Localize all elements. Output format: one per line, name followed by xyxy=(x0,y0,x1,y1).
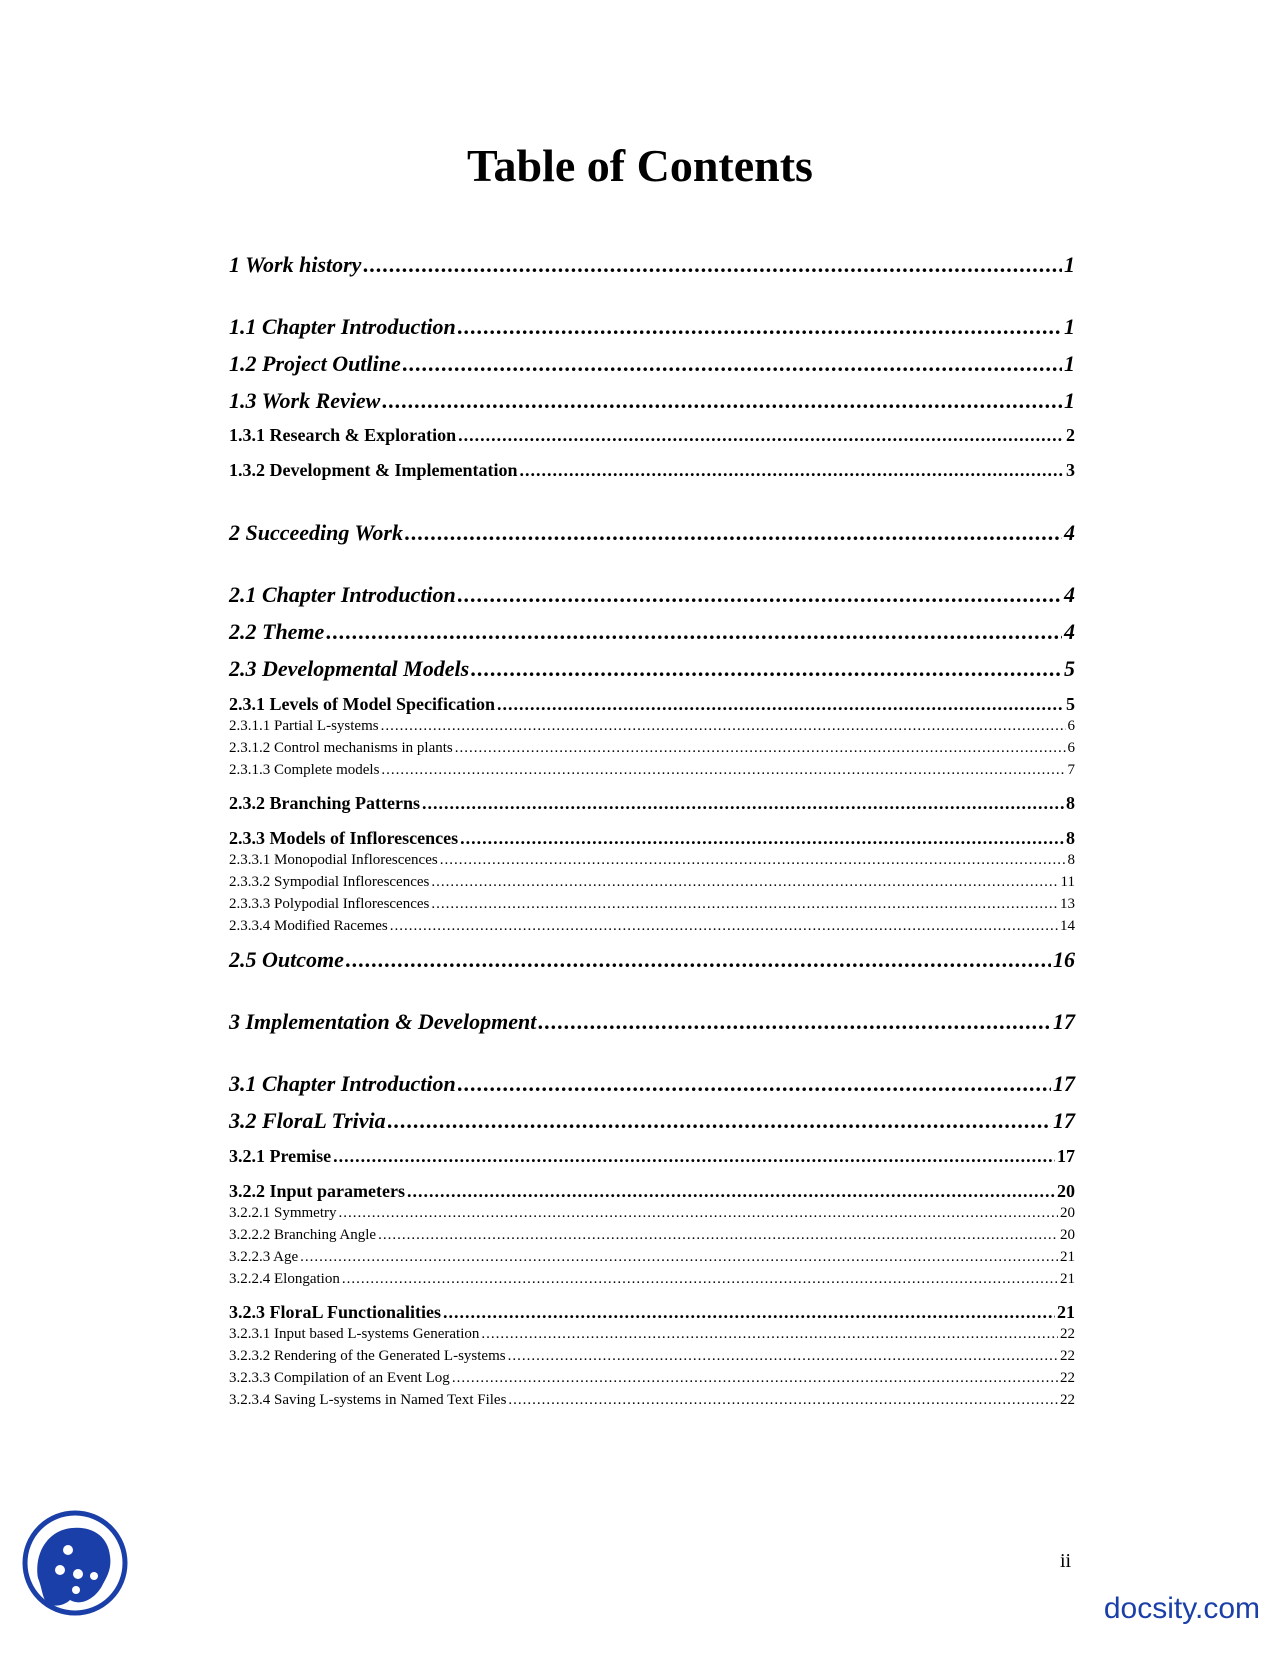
toc-entry-label: 3.2.3.3 Compilation of an Event Log xyxy=(229,1370,450,1386)
toc-entry[interactable] xyxy=(229,520,1075,546)
toc-entry-page: 7 xyxy=(1067,762,1075,778)
toc-entry[interactable] xyxy=(229,1181,1075,1202)
toc-entry[interactable] xyxy=(229,1370,1075,1387)
toc-entry-page: 2 xyxy=(1066,425,1075,445)
toc-entry[interactable] xyxy=(229,1326,1075,1343)
toc-entry[interactable] xyxy=(229,1302,1075,1323)
toc-entry-label: 3.2.3.1 Input based L-systems Generation xyxy=(229,1326,480,1342)
toc-entry-label: 3.2.2.1 Symmetry xyxy=(229,1205,337,1221)
toc-entry[interactable] xyxy=(229,388,1075,414)
toc-entry-page: 13 xyxy=(1060,896,1075,912)
toc-entry[interactable] xyxy=(229,874,1075,891)
toc-entry-label: 2.3.1.3 Complete models xyxy=(229,762,380,778)
toc-entry-label: 2.1 Chapter Introduction xyxy=(229,582,456,607)
toc-entry[interactable] xyxy=(229,252,1075,278)
toc-entry[interactable] xyxy=(229,762,1075,779)
toc-entry-page: 14 xyxy=(1060,918,1075,934)
toc-entry-page: 22 xyxy=(1060,1326,1075,1342)
toc-entry-page: 21 xyxy=(1060,1249,1075,1265)
toc-entry[interactable] xyxy=(229,582,1075,608)
toc-entry-page: 4 xyxy=(1064,582,1075,607)
page-title: Table of Contents xyxy=(467,140,813,191)
toc-entry[interactable] xyxy=(229,947,1075,973)
toc-entry-label: 3.2.3.2 Rendering of the Generated L-systems xyxy=(229,1348,506,1364)
toc-entry-page: 1 xyxy=(1064,388,1075,413)
toc-entry-page: 3 xyxy=(1066,460,1075,480)
toc-entry[interactable] xyxy=(229,1249,1075,1266)
docsity-watermark[interactable]: docsity.com xyxy=(1103,1592,1260,1625)
toc-entry-page: 8 xyxy=(1066,793,1075,813)
toc-entry-page: 21 xyxy=(1057,1302,1075,1322)
toc-entry-page: 22 xyxy=(1060,1392,1075,1408)
toc-entry-page: 8 xyxy=(1066,828,1075,848)
toc-entry-page: 20 xyxy=(1060,1227,1075,1243)
toc-entry[interactable] xyxy=(229,351,1075,377)
toc-entry-page: 17 xyxy=(1053,1009,1075,1034)
toc-entry-label: 1.3.2 Development & Implementation xyxy=(229,460,518,480)
toc-entry-page: 20 xyxy=(1060,1205,1075,1221)
toc-entry-label: 2.5 Outcome xyxy=(229,947,344,972)
toc-entry-label: 2.3.3.4 Modified Racemes xyxy=(229,918,388,934)
toc-entry-page: 4 xyxy=(1064,520,1075,545)
toc-entry[interactable] xyxy=(229,828,1075,849)
toc-entry-label: 3.2.1 Premise xyxy=(229,1146,332,1166)
page-number: ii xyxy=(1060,1550,1072,1572)
toc-entry-label: 2.3 Developmental Models xyxy=(229,656,470,681)
toc-entry[interactable] xyxy=(229,425,1075,446)
toc-entry[interactable] xyxy=(229,1227,1075,1244)
toc-entry-label: 2.3.3.1 Monopodial Inflorescences xyxy=(229,852,438,868)
toc-entry-page: 16 xyxy=(1053,947,1075,972)
toc-entry-page: 5 xyxy=(1064,656,1075,681)
toc-entry-page: 1 xyxy=(1064,314,1075,339)
toc-entry[interactable] xyxy=(229,460,1075,481)
toc-entry[interactable] xyxy=(229,852,1075,869)
toc-entry-label: 1 Work history xyxy=(229,252,362,277)
toc-entry[interactable] xyxy=(229,1392,1075,1409)
toc-entry[interactable] xyxy=(229,314,1075,340)
toc-entry-label: 2.2 Theme xyxy=(229,619,325,644)
toc-entry-label: 1.3.1 Research & Exploration xyxy=(229,425,457,445)
toc-entry[interactable] xyxy=(229,718,1075,735)
toc-entry[interactable] xyxy=(229,656,1075,682)
toc-entry[interactable] xyxy=(229,918,1075,935)
toc-entry-page: 17 xyxy=(1053,1108,1075,1133)
docsity-logo-icon[interactable] xyxy=(20,1508,130,1618)
toc-entry[interactable] xyxy=(229,793,1075,814)
toc-entry-page: 11 xyxy=(1060,874,1075,890)
toc-entry-label: 2.3.1.2 Control mechanisms in plants xyxy=(229,740,453,756)
toc-entry-label: 1.3 Work Review xyxy=(229,388,381,413)
toc-entry[interactable] xyxy=(229,1205,1075,1222)
toc-entry-label: 2.3.1.1 Partial L-systems xyxy=(229,718,379,734)
toc-entry-page: 5 xyxy=(1066,694,1075,714)
toc-entry-label: 1.2 Project Outline xyxy=(229,351,401,376)
toc-entry-label: 2.3.2 Branching Patterns xyxy=(229,793,420,813)
toc-entry-page: 22 xyxy=(1060,1348,1075,1364)
toc-entry-label: 3.2.2.3 Age xyxy=(229,1249,299,1265)
toc-entry[interactable] xyxy=(229,619,1075,645)
toc-entry-page: 22 xyxy=(1060,1370,1075,1386)
toc-entry-label: 2 Succeeding Work xyxy=(229,520,403,545)
toc-entry-label: 2.3.3 Models of Inflorescences xyxy=(229,828,459,848)
toc-entry-page: 1 xyxy=(1064,351,1075,376)
toc-entry-page: 21 xyxy=(1060,1271,1075,1287)
toc-entry-label: 3.2.3 FloraL Functionalities xyxy=(229,1302,442,1322)
toc-entry-page: 8 xyxy=(1067,852,1075,868)
toc-entry-page: 6 xyxy=(1067,740,1075,756)
toc-entry[interactable] xyxy=(229,1071,1075,1097)
toc-entry[interactable] xyxy=(229,1271,1075,1288)
toc-entry[interactable] xyxy=(229,896,1075,913)
toc-entry-label: 3 Implementation & Development xyxy=(229,1009,537,1034)
toc-entry-label: 2.3.3.2 Sympodial Inflorescences xyxy=(229,874,430,890)
toc-entry-label: 3.2 FloraL Trivia xyxy=(229,1108,386,1133)
toc-entry-label: 3.2.2.2 Branching Angle xyxy=(229,1227,377,1243)
toc-entry-page: 17 xyxy=(1053,1071,1075,1096)
toc-entry-page: 17 xyxy=(1057,1146,1075,1166)
toc-entry[interactable] xyxy=(229,694,1075,715)
toc-entry-page: 4 xyxy=(1064,619,1075,644)
toc-entry-label: 2.3.3.3 Polypodial Inflorescences xyxy=(229,896,430,912)
toc-entry-label: 3.2.2.4 Elongation xyxy=(229,1271,340,1287)
toc-entry[interactable] xyxy=(229,1146,1075,1167)
toc-entry[interactable] xyxy=(229,1009,1075,1035)
toc-entry-label: 3.2.3.4 Saving L-systems in Named Text Files xyxy=(229,1392,507,1408)
toc-entry-label: 3.1 Chapter Introduction xyxy=(229,1071,456,1096)
toc-entry-page: 6 xyxy=(1067,718,1075,734)
toc-entry[interactable] xyxy=(229,740,1075,757)
toc-entry-label: 2.3.1 Levels of Model Specification xyxy=(229,694,495,714)
toc-entry-label: 1.1 Chapter Introduction xyxy=(229,314,456,339)
toc-entry[interactable] xyxy=(229,1348,1075,1365)
toc-entry-label: 3.2.2 Input parameters xyxy=(229,1181,405,1201)
toc-entry[interactable] xyxy=(229,1108,1075,1134)
toc-entry-page: 20 xyxy=(1057,1181,1075,1201)
toc-entry-page: 1 xyxy=(1064,252,1075,277)
